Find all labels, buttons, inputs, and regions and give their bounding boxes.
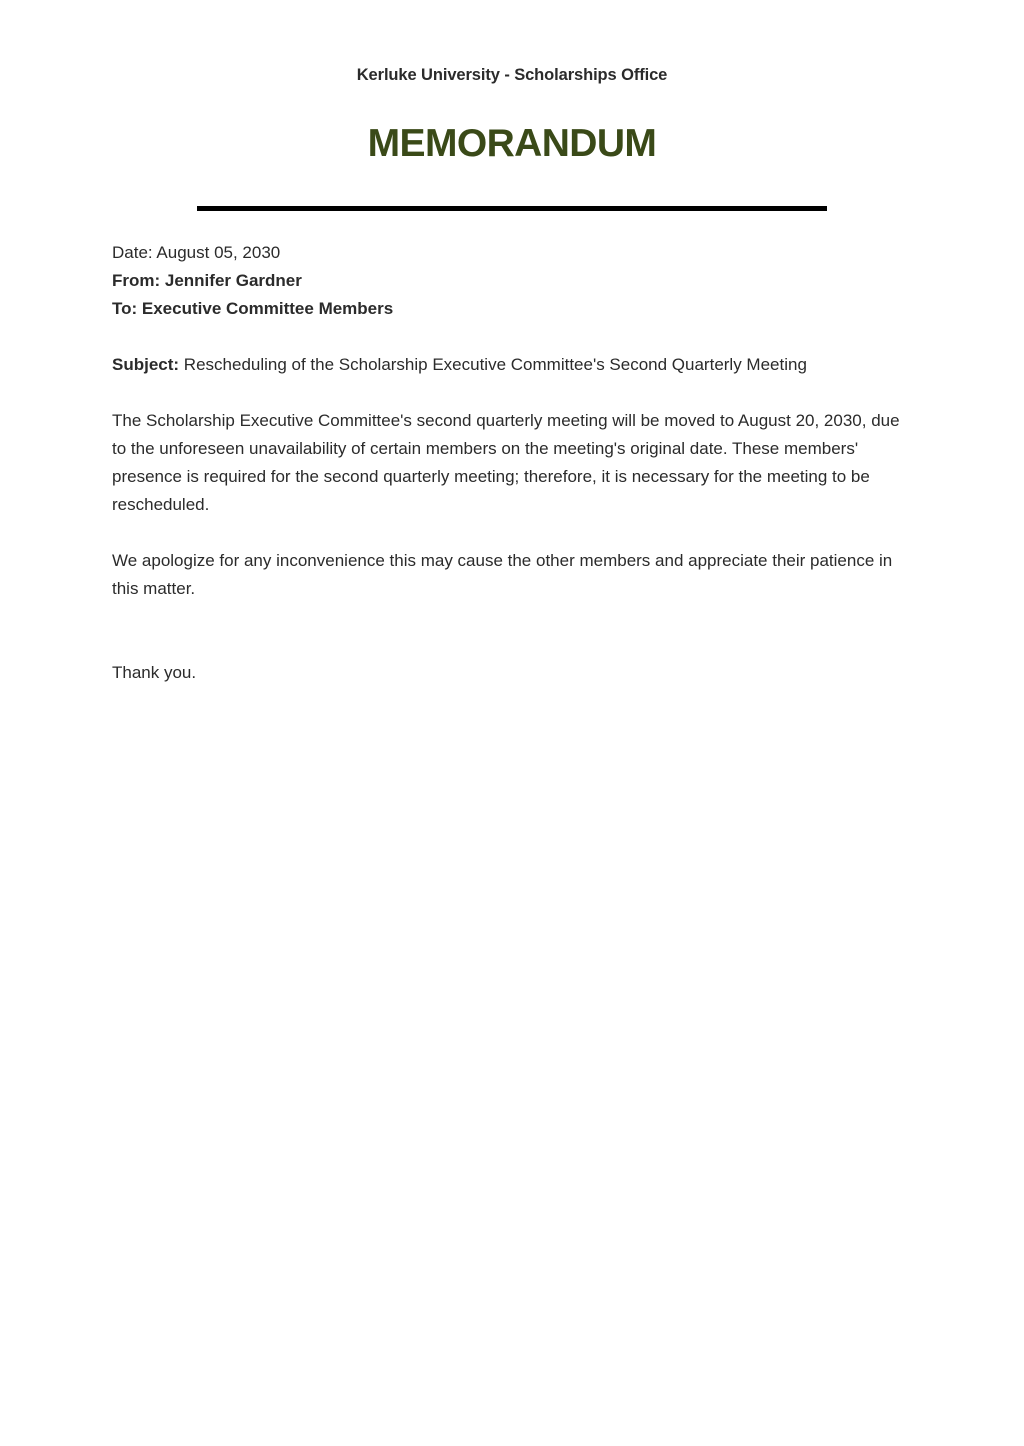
memo-paragraph-2: We apologize for any inconvenience this may cause the other members and appreciate their patience in this matter. [112,551,893,598]
organization-header: Kerluke University - Scholarships Office [356,66,668,84]
memo-paragraph-1: The Scholarship Executive Committee's second quarterly meeting will be moved to August 20, 2030, due to the unforeseen unavailability of certain members on the meeting's original date. These members' presence is required for the second quarterly meeting; therefore, it is necessary for the meeting to be rescheduled. [112,411,900,514]
memo-subject-text: Rescheduling of the Scholarship Executive Committee's Second Quarterly Meeting [183,355,807,374]
memo-date-line: Date: August 05, 2030 [112,243,281,262]
header-divider [197,206,827,211]
memo-subject-line [112,351,912,379]
memo-body [112,239,912,704]
memo-closing: Thank you. [112,663,197,682]
memo-from-line: From: Jennifer Gardner [112,271,302,290]
memo-to-line: To: Executive Committee Members [112,299,394,318]
page-title: MEMORANDUM [367,122,657,165]
memo-subject-label: Subject: [112,355,180,374]
